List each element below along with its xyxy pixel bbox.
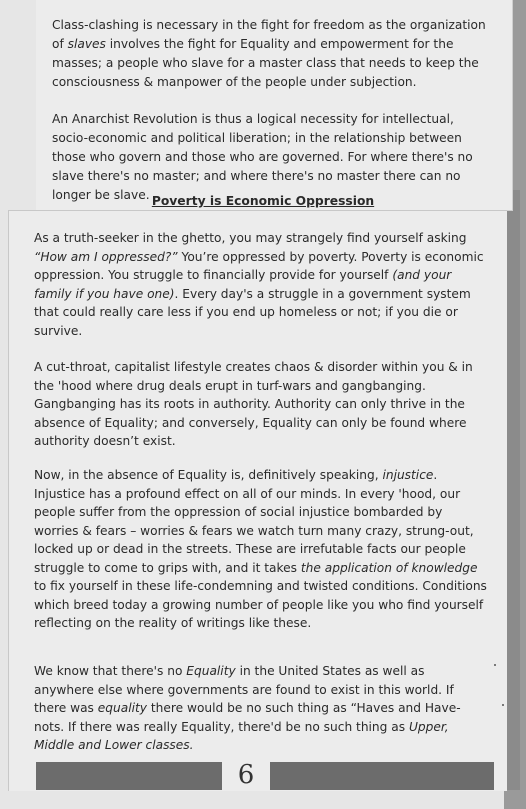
intro-paragraph-1: [52, 16, 492, 92]
text-run: An Anarchist Revolution is thus a logical necessity for intellectual, socio-economic and political liberation; in the relationship between those who govern and those who are governed. For where there's no slave there's no master; and where there's no master there can no longer be slave.: [52, 112, 473, 202]
paper-speck: [502, 704, 504, 706]
text-run: “How am I oppressed?”: [34, 249, 178, 264]
footer-bar-left: [36, 762, 222, 790]
text-run: slaves: [67, 37, 106, 51]
text-run: . Injustice has a profound effect on all of our minds. In every 'hood, our people suffer from the oppression of social injustice bombarded by worries & fears – worries & fears we watch turn many crazy, strung-out, locked up or dead in the streets. These are irrefutable facts our people struggle to come to grips with, and it takes: [34, 468, 474, 575]
text-run: to fix yourself in these life-condemning and twisted conditions. Conditions which breed today a growing number of people like you who find yourself reflecting on the reality of writings like these.: [34, 579, 487, 630]
text-run: Now, in the absence of Equality is, definitively speaking,: [34, 468, 383, 482]
text-run: You’re oppressed by poverty. Poverty is economic oppression. You struggle to financially provide for yourself: [34, 249, 484, 282]
text-run: (and your family if you have one): [34, 268, 452, 301]
text-run: involves the fight for Equality and empowerment for the masses; a people who slave for a master class that needs to keep the consciousness & manpower of the people under subjection.: [52, 37, 479, 89]
text-run: We know that there's no: [34, 664, 187, 678]
text-run: Equality: [186, 664, 236, 678]
section-heading: Poverty is Economic Oppression: [151, 194, 375, 208]
text-run: in the United States as well as anywhere else where governments are found to exist in this world. If there was: [34, 664, 454, 715]
footer-bar-right: [270, 762, 494, 790]
text-run: equality: [97, 701, 147, 715]
text-run: the application of knowledge: [300, 560, 478, 575]
text-run: . Every day's a struggle in a government system that could really care less if you end up homeless or not; if you die or survive.: [34, 286, 471, 338]
text-run: A cut-throat, capitalist lifestyle creates chaos & disorder within you & in the 'hood where drug deals erupt in turf-wars and gangbanging. Gangbanging has its roots in authority. Authority can only thrive in the absence of Equality; and conversely, Equality can only be found where authority doesn’t exist.: [34, 360, 473, 448]
intro-paragraph-2: [52, 110, 492, 205]
body-paragraph-3: [34, 466, 488, 633]
body-paragraph-2: [34, 358, 488, 451]
text-run: injustice: [382, 468, 434, 482]
body-paragraph-1: [34, 229, 488, 340]
page-number: 6: [237, 760, 255, 790]
text-run: Upper, Middle and Lower classes.: [34, 719, 449, 752]
text-run: Class-clashing is necessary in the fight for freedom as the organization of: [52, 18, 486, 51]
paper-speck: [494, 664, 496, 666]
body-paragraph-4: [34, 662, 488, 755]
text-run: there would be no such thing as “Haves and Have-nots. If there was really Equality, there'd be no such thing as: [34, 701, 461, 734]
text-run: As a truth-seeker in the ghetto, you may strangely find yourself asking: [34, 231, 467, 245]
page-edge-shadow-inner: [506, 190, 520, 790]
